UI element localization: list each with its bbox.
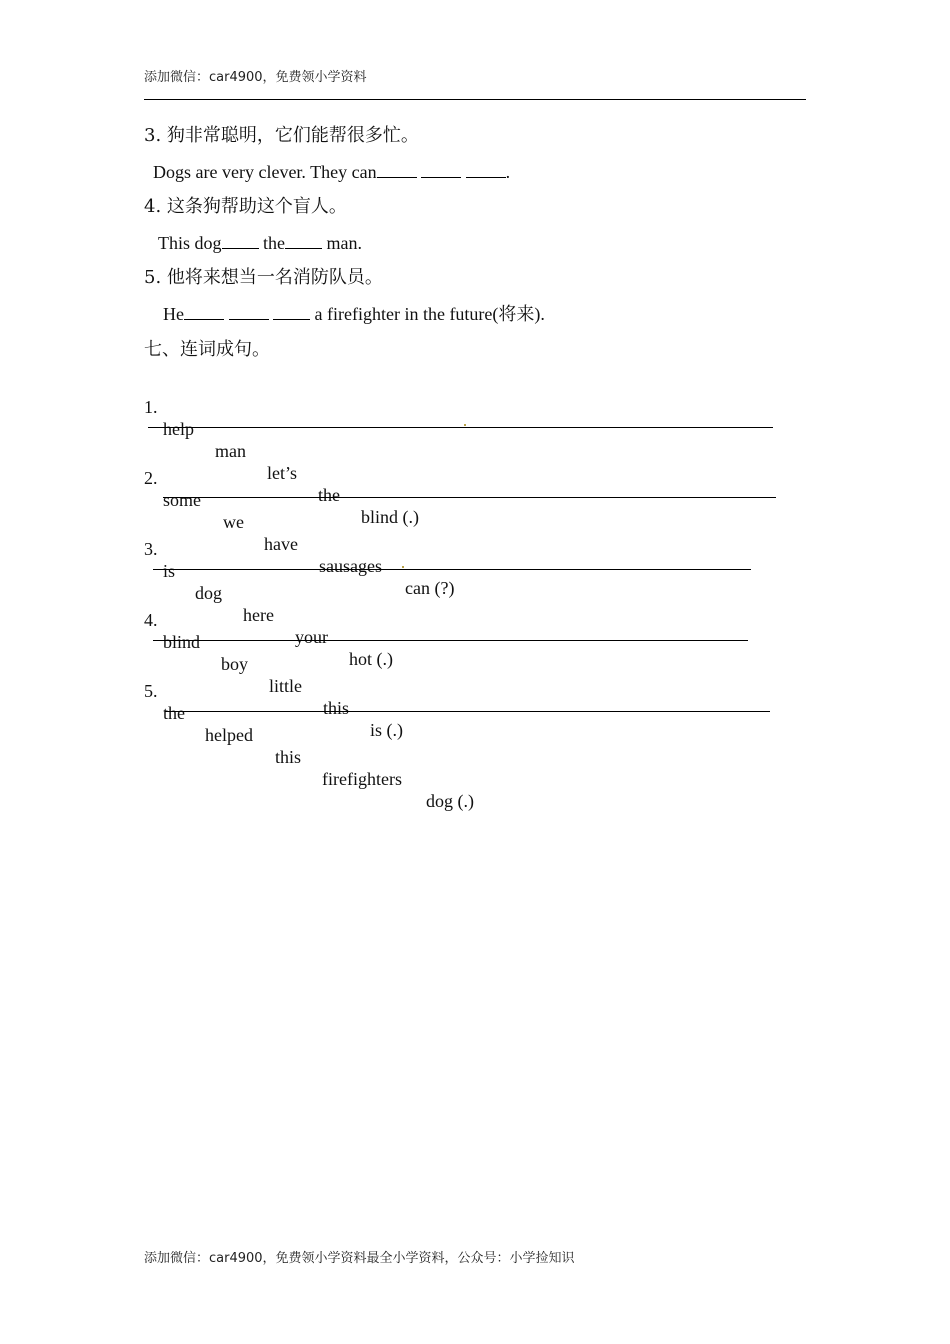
word: this <box>275 747 302 767</box>
word: sausages <box>319 556 382 576</box>
answer-blank[interactable] <box>222 232 259 249</box>
word: is (.) <box>370 720 403 740</box>
word: this <box>323 698 350 718</box>
word: have <box>264 534 298 554</box>
answer-blank[interactable] <box>377 161 417 178</box>
reorder-item-1: 1. help man let’s the blind (.) <box>144 397 419 527</box>
answer-line[interactable] <box>148 427 773 428</box>
word: helped <box>205 725 253 745</box>
word: man <box>215 441 246 461</box>
answer-line[interactable] <box>165 711 770 712</box>
question-4-text: This dog <box>158 233 222 253</box>
answer-line[interactable] <box>153 569 751 570</box>
word: let’s <box>267 463 297 483</box>
question-3-text: Dogs are very clever. They can <box>153 162 377 182</box>
word: blind <box>163 632 201 652</box>
reorder-item-2: 2. some we have sausages can (?) <box>144 468 455 598</box>
answer-line[interactable] <box>163 497 776 498</box>
answer-blank[interactable] <box>273 303 310 320</box>
answer-line[interactable] <box>153 640 748 641</box>
reorder-item-4: 4. blind boy little this is (.) <box>144 610 403 740</box>
question-5-text: He <box>163 304 184 324</box>
reorder-item-3: 3. is dog here your hot (.) <box>144 539 393 669</box>
answer-blank[interactable] <box>229 303 269 320</box>
word: the <box>318 485 340 505</box>
question-3-cn: 3. 狗非常聪明，它们能帮很多忙。 <box>144 125 419 146</box>
answer-blank[interactable] <box>466 161 506 178</box>
reorder-item-5: 5. the helped this firefighters dog (.) <box>144 681 474 811</box>
word: the <box>163 703 185 723</box>
word: firefighters <box>322 769 402 789</box>
word: blind (.) <box>361 507 419 527</box>
word: can (?) <box>405 578 455 598</box>
word: help <box>163 419 194 439</box>
question-5-en: He a firefighter in the future(将来). <box>163 304 545 324</box>
word: we <box>223 512 244 532</box>
word: your <box>295 627 328 647</box>
header-divider <box>144 99 806 100</box>
question-3-en: Dogs are very clever. They can . <box>153 162 511 182</box>
word: hot (.) <box>349 649 393 669</box>
section-7-title: 七、连词成句。 <box>144 339 270 360</box>
word: is <box>163 561 176 581</box>
page-header: 添加微信：car4900，免费领小学资料 <box>144 70 367 85</box>
answer-blank[interactable] <box>285 232 322 249</box>
answer-blank[interactable] <box>184 303 224 320</box>
mark <box>464 424 466 426</box>
word: dog (.) <box>426 791 474 811</box>
word: some <box>163 490 201 510</box>
word: dog <box>195 583 222 603</box>
question-5-cn: 5. 他将来想当一名消防队员。 <box>144 267 383 288</box>
word: little <box>269 676 302 696</box>
word: boy <box>221 654 248 674</box>
word: here <box>243 605 274 625</box>
question-4-cn: 4. 这条狗帮助这个盲人。 <box>144 196 347 217</box>
mark <box>402 566 404 568</box>
answer-blank[interactable] <box>421 161 461 178</box>
question-4-en: This dog the man. <box>158 233 363 253</box>
page-footer: 添加微信：car4900，免费领小学资料最全小学资料，公众号：小学捡知识 <box>144 1251 575 1266</box>
